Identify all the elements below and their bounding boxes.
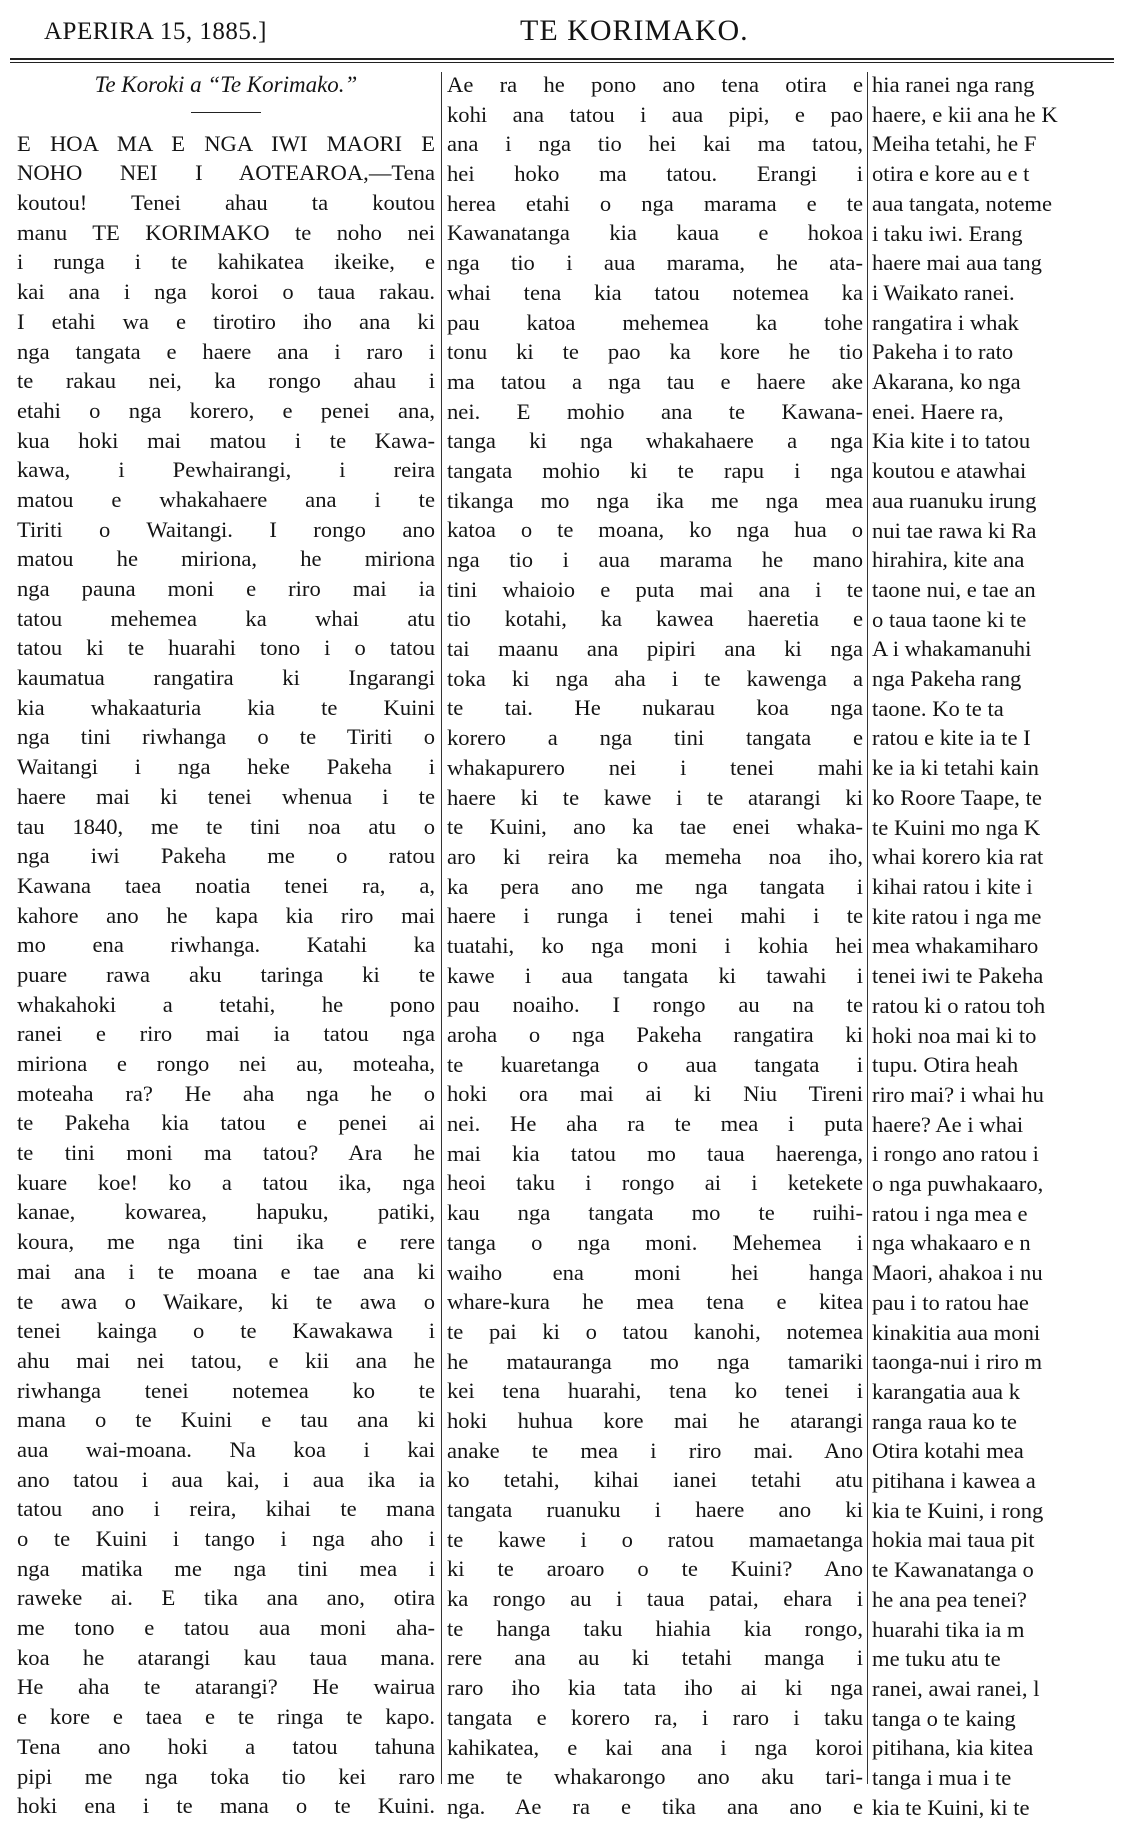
text-line: nga tio i aua marama he mano: [447, 547, 863, 572]
text-line: tenei kainga o te Kawakawa i: [17, 1318, 435, 1344]
text-line: matou he miriona, he miriona: [17, 546, 435, 572]
column-divider: [867, 72, 868, 1784]
article-title: Te Koroki a “Te Korimako.”: [94, 72, 358, 97]
issue-date: APERIRA 15, 1885.]: [44, 18, 267, 45]
text-line: tatou mehemea ka whai atu: [17, 605, 435, 631]
text-line: hirahira, kite ana: [872, 547, 1025, 573]
text-line: ka rongo au i taua patai, ehara i: [447, 1586, 863, 1612]
text-line: raweke ai. E tika ana ano, otira: [17, 1585, 435, 1611]
text-line: haere ki te kawe i te atarangi ki: [447, 784, 863, 810]
text-line: tupu. Otira heah: [872, 1052, 1019, 1078]
text-line: raro iho kia tata iho ai ki nga: [447, 1675, 863, 1701]
text-line: nga iwi Pakeha me o ratou: [17, 843, 435, 869]
text-line: pitihana i kawea a: [872, 1468, 1036, 1494]
text-line: whakahoki a tetahi, he pono: [17, 991, 435, 1017]
text-line: puare rawa aku taringa ki te: [17, 961, 435, 987]
text-line: kahore ano he kapa kia riro mai: [17, 902, 435, 928]
text-line: Kawanatanga kia kaua e hokoa: [447, 220, 863, 246]
text-line: pipi me nga toka tio kei raro: [17, 1763, 435, 1789]
text-line: ana i nga tio hei kai ma tatou,: [447, 131, 863, 157]
text-line: rangatira i whak: [872, 309, 1019, 335]
text-line: ranga raua ko te: [872, 1408, 1017, 1434]
text-line: riwhanga tenei notemea ko te: [17, 1377, 435, 1403]
text-line: e kore e taea e te ringa te kapo.: [17, 1704, 435, 1730]
text-line: nga. Ae ra e tika ana ano e: [447, 1793, 863, 1819]
text-line: mai kia tatou mo taua haerenga,: [447, 1140, 863, 1166]
text-line: te Kawanatanga o: [872, 1557, 1034, 1583]
article-column-3: [872, 70, 1132, 1820]
text-line: me tuku atu te: [872, 1646, 1001, 1672]
text-line: me te whakarongo ano aku tari-: [447, 1764, 863, 1790]
text-line: mea whakamiharo: [872, 933, 1039, 959]
text-line: kohi ana tatou i aua pipi, e pao: [447, 101, 863, 127]
text-line: tio kotahi, ka kawea haeretia e: [447, 606, 863, 632]
text-line: te tini moni ma tatou? Ara he: [17, 1140, 435, 1166]
column-divider: [441, 72, 442, 1784]
text-line: whai korero kia rat: [872, 844, 1044, 870]
text-line: Meiha tetahi, he F: [872, 131, 1037, 157]
text-line: ko Roore Taape, te: [872, 784, 1042, 810]
text-line: katoa o te moana, ko nga hua o: [447, 517, 863, 543]
text-line: kawe i aua tangata ki tawahi i: [447, 962, 863, 988]
text-line: hoki ena i te mana o te Kuini.: [17, 1793, 435, 1819]
text-line: haere i runga i tenei mahi i te: [447, 903, 863, 929]
title-rule: [191, 112, 261, 113]
text-line: heoi taku i rongo ai i ketekete: [447, 1170, 863, 1196]
text-line: i rongo ano ratou i: [872, 1141, 1039, 1167]
text-line: tuatahi, ko nga moni i kohia hei: [447, 932, 863, 958]
text-line: te Kuini, ano ka tae enei whaka-: [447, 814, 863, 840]
text-line: Kia kite i to tatou: [872, 428, 1031, 454]
text-line: matou e whakahaere ana i te: [17, 486, 435, 512]
text-line: tanga i mua i te: [872, 1765, 1012, 1791]
text-line: kau nga tangata mo te ruihi-: [447, 1200, 863, 1226]
text-line: te tai. He nukarau koa nga: [447, 695, 863, 721]
text-line: tonu ki te pao ka kore he tio: [447, 339, 863, 365]
text-line: herea etahi o nga marama e te: [447, 190, 863, 216]
text-line: NOHO NEI I AOTEAROA,—Tena: [17, 160, 435, 186]
text-line: korero a nga tini tangata e: [447, 725, 863, 751]
text-line: Tena ano hoki a tatou tahuna: [17, 1733, 435, 1759]
text-line: etahi o nga korero, e penei ana,: [17, 397, 435, 423]
text-line: aua ruanuku irung: [872, 487, 1037, 513]
text-line: nga Pakeha rang: [872, 666, 1022, 692]
column-1-text: [17, 129, 435, 1821]
text-line: otira e kore au e t: [872, 161, 1030, 187]
text-line: he matauranga mo nga tamariki: [447, 1348, 863, 1374]
text-line: kite ratou i nga me: [872, 903, 1042, 929]
text-line: hei hoko ma tatou. Erangi i: [447, 161, 863, 187]
text-line: haere? Ae i whai: [872, 1111, 1024, 1137]
text-line: hokia mai taua pit: [872, 1527, 1035, 1553]
article-column-2: [447, 70, 863, 1819]
text-line: nei. He aha ra te mea i puta: [447, 1111, 863, 1137]
text-line: tatou ki te huarahi tono i o tatou: [17, 635, 435, 661]
text-line: koura, me nga tini ika e rere: [17, 1229, 435, 1255]
text-line: tatou ano i reira, kihai te mana: [17, 1496, 435, 1522]
text-line: nga tini riwhanga o te Tiriti o: [17, 724, 435, 750]
text-line: rere ana au ki tetahi manga i: [447, 1645, 863, 1671]
text-line: hoki huhua kore mai he atarangi: [447, 1407, 863, 1433]
text-line: Waitangi i nga heke Pakeha i: [17, 754, 435, 780]
text-line: ahu mai nei tatou, e kii ana he: [17, 1347, 435, 1373]
text-line: ranei, awai ranei, l: [872, 1675, 1040, 1701]
text-line: tanga o te kaing: [872, 1705, 1016, 1731]
text-line: waiho ena moni hei hanga: [447, 1259, 863, 1285]
text-line: kia te Kuini, i rong: [872, 1497, 1044, 1523]
text-line: ka pera ano me nga tangata i: [447, 873, 863, 899]
text-line: enei. Haere ra,: [872, 398, 1004, 424]
text-line: A i whakamanuhi: [872, 636, 1032, 662]
text-line: pitihana, kia kitea: [872, 1735, 1034, 1761]
text-line: haere, e kii ana he K: [872, 101, 1058, 127]
header-rule: [10, 58, 1114, 60]
text-line: kia whakaaturia kia te Kuini: [17, 694, 435, 720]
text-line: aro ki reira ka memeha noa iho,: [447, 843, 863, 869]
text-line: E HOA MA E NGA IWI MAORI E: [17, 130, 435, 156]
text-line: koutou e atawhai: [872, 458, 1027, 484]
text-line: tanga ki nga whakahaere a nga: [447, 428, 863, 454]
text-line: hoki noa mai ki to: [872, 1022, 1037, 1048]
text-line: koutou! Tenei ahau ta koutou: [17, 190, 435, 216]
text-line: te Kuini mo nga K: [872, 814, 1041, 840]
text-line: karangatia aua k: [872, 1378, 1021, 1404]
text-line: Pakeha i to rato: [872, 339, 1014, 365]
text-line: te awa o Waikare, ki te awa o: [17, 1288, 435, 1314]
text-line: whakapurero nei i tenei mahi: [447, 754, 863, 780]
text-line: tenei iwi te Pakeha: [872, 963, 1044, 989]
text-line: koa he atarangi kau taua mana.: [17, 1644, 435, 1670]
text-line: he ana pea tenei?: [872, 1586, 1027, 1612]
text-line: te Pakeha kia tatou e penei ai: [17, 1110, 435, 1136]
text-line: Otira kotahi mea: [872, 1438, 1024, 1464]
text-line: kinakitia aua moni: [872, 1319, 1041, 1345]
text-line: pau i to ratou hae: [872, 1289, 1029, 1315]
text-line: te hanga taku hiahia kia rongo,: [447, 1615, 863, 1641]
text-line: ratou e kite ia te I: [872, 725, 1031, 751]
column-3-text: [872, 70, 1132, 1822]
text-line: ratou ki o ratou toh: [872, 992, 1046, 1018]
text-line: hia ranei nga rang: [872, 72, 1035, 97]
text-line: taonga-nui i riro m: [872, 1349, 1043, 1375]
page-header: [0, 0, 1114, 56]
text-line: nga tangata e haere ana i raro i: [17, 338, 435, 364]
text-line: miriona e rongo nei au, moteaha,: [17, 1051, 435, 1076]
text-line: i Waikato ranei.: [872, 279, 1015, 305]
text-line: tini whaioio e puta mai ana i te: [447, 576, 863, 602]
text-line: te rakau nei, ka rongo ahau i: [17, 368, 435, 394]
text-line: toka ki nga aha i te kawenga a: [447, 665, 863, 691]
text-line: te pai ki o tatou kanohi, notemea: [447, 1318, 863, 1344]
header-rule-thin: [10, 62, 1114, 63]
text-line: mai ana i te moana e tae ana ki: [17, 1258, 435, 1284]
text-line: pau katoa mehemea ka tohe: [447, 309, 863, 335]
text-line: tikanga mo nga ika me nga mea: [447, 487, 863, 513]
text-line: kawa, i Pewhairangi, i reira: [17, 457, 435, 483]
text-line: pau noaiho. I rongo au na te: [447, 992, 863, 1018]
text-line: nga tio i aua marama, he ata-: [447, 250, 863, 276]
column-2-text: [447, 70, 863, 1822]
text-line: i taku iwi. Erang: [872, 220, 1023, 246]
text-line: kahikatea, e kai ana i nga koroi: [447, 1734, 863, 1760]
masthead: TE KORIMAKO.: [520, 14, 749, 47]
text-line: ki te aroaro o te Kuini? Ano: [447, 1556, 863, 1582]
text-line: ma tatou a nga tau e haere ake: [447, 368, 863, 394]
text-line: aua tangata, noteme: [872, 190, 1053, 216]
text-line: tangata mohio ki te rapu i nga: [447, 457, 863, 483]
text-line: whai tena kia tatou notemea ka: [447, 279, 863, 305]
text-line: moteaha ra? He aha nga he o: [17, 1080, 435, 1106]
text-line: kia te Kuini, ki te: [872, 1794, 1030, 1820]
text-line: anake te mea i riro mai. Ano: [447, 1437, 863, 1463]
text-line: o nga puwhakaaro,: [872, 1171, 1044, 1197]
text-line: taone nui, e tae an: [872, 576, 1036, 602]
article-column-1: [17, 70, 435, 1819]
text-line: haere mai aua tang: [872, 250, 1042, 276]
text-line: mo ena riwhanga. Katahi ka: [17, 932, 435, 958]
text-line: Kawana taea noatia tenei ra, a,: [17, 872, 435, 898]
text-line: I etahi wa e tirotiro iho ana ki: [17, 308, 435, 334]
text-line: kai ana i nga koroi o taua rakau.: [17, 279, 435, 305]
text-line: tai maanu ana pipiri ana ki nga: [447, 636, 863, 662]
text-line: o te Kuini i tango i nga aho i: [17, 1526, 435, 1551]
text-line: Maori, ahakoa i nu: [872, 1260, 1043, 1286]
text-line: riro mai? i whai hu: [872, 1081, 1044, 1107]
text-line: te kuaretanga o aua tangata i: [447, 1051, 863, 1077]
text-line: kanae, kowarea, hapuku, patiki,: [17, 1199, 435, 1225]
text-line: kaumatua rangatira ki Ingarangi: [17, 665, 435, 691]
text-line: ratou i nga mea e: [872, 1200, 1028, 1226]
text-line: ko tetahi, kihai ianei tetahi atu: [447, 1467, 863, 1493]
text-line: aua wai-moana. Na koa i kai: [17, 1436, 435, 1462]
text-line: tau 1840, me te tini noa atu o: [17, 813, 435, 839]
text-line: o taua taone ki te: [872, 606, 1027, 632]
text-line: aroha o nga Pakeha rangatira ki: [447, 1022, 863, 1047]
text-line: i runga i te kahikatea ikeike, e: [17, 249, 435, 275]
text-line: He aha te atarangi? He wairua: [17, 1674, 435, 1700]
text-line: tanga o nga moni. Mehemea i: [447, 1229, 863, 1255]
text-line: nga pauna moni e riro mai ia: [17, 576, 435, 601]
text-line: nga whakaaro e n: [872, 1230, 1031, 1256]
text-line: tangata ruanuku i haere ano ki: [447, 1497, 863, 1522]
text-line: nga matika me nga tini mea i: [17, 1555, 435, 1581]
text-line: huarahi tika ia m: [872, 1616, 1025, 1642]
text-line: kuare koe! ko a tatou ika, nga: [17, 1169, 435, 1195]
text-line: haere mai ki tenei whenua i te: [17, 783, 435, 809]
text-line: ke ia ki tetahi kain: [872, 755, 1039, 781]
text-line: tangata e korero ra, i raro i taku: [447, 1704, 863, 1730]
text-line: te kawe i o ratou mamaetanga: [447, 1526, 863, 1552]
text-line: kihai ratou i kite i: [872, 873, 1033, 899]
text-line: Ae ra he pono ano tena otira e: [447, 72, 863, 97]
text-line: ranei e riro mai ia tatou nga: [17, 1021, 435, 1047]
text-line: ano tatou i aua kai, i aua ika ia: [17, 1466, 435, 1492]
text-line: mana o te Kuini e tau ana ki: [17, 1407, 435, 1433]
text-line: manu TE KORIMAKO te noho nei: [17, 219, 435, 245]
text-line: hoki ora mai ai ki Niu Tireni: [447, 1081, 863, 1107]
text-line: Akarana, ko nga: [872, 369, 1021, 395]
text-line: kua hoki mai matou i te Kawa-: [17, 427, 435, 453]
text-line: kei tena huarahi, tena ko tenei i: [447, 1378, 863, 1404]
text-line: taone. Ko te ta: [872, 695, 1004, 721]
text-line: me tono e tatou aua moni aha-: [17, 1615, 435, 1641]
text-line: nei. E mohio ana te Kawana-: [447, 398, 863, 424]
text-line: nui tae rawa ki Ra: [872, 517, 1037, 543]
text-line: whare-kura he mea tena e kitea: [447, 1289, 863, 1315]
text-line: Tiriti o Waitangi. I rongo ano: [17, 516, 435, 542]
